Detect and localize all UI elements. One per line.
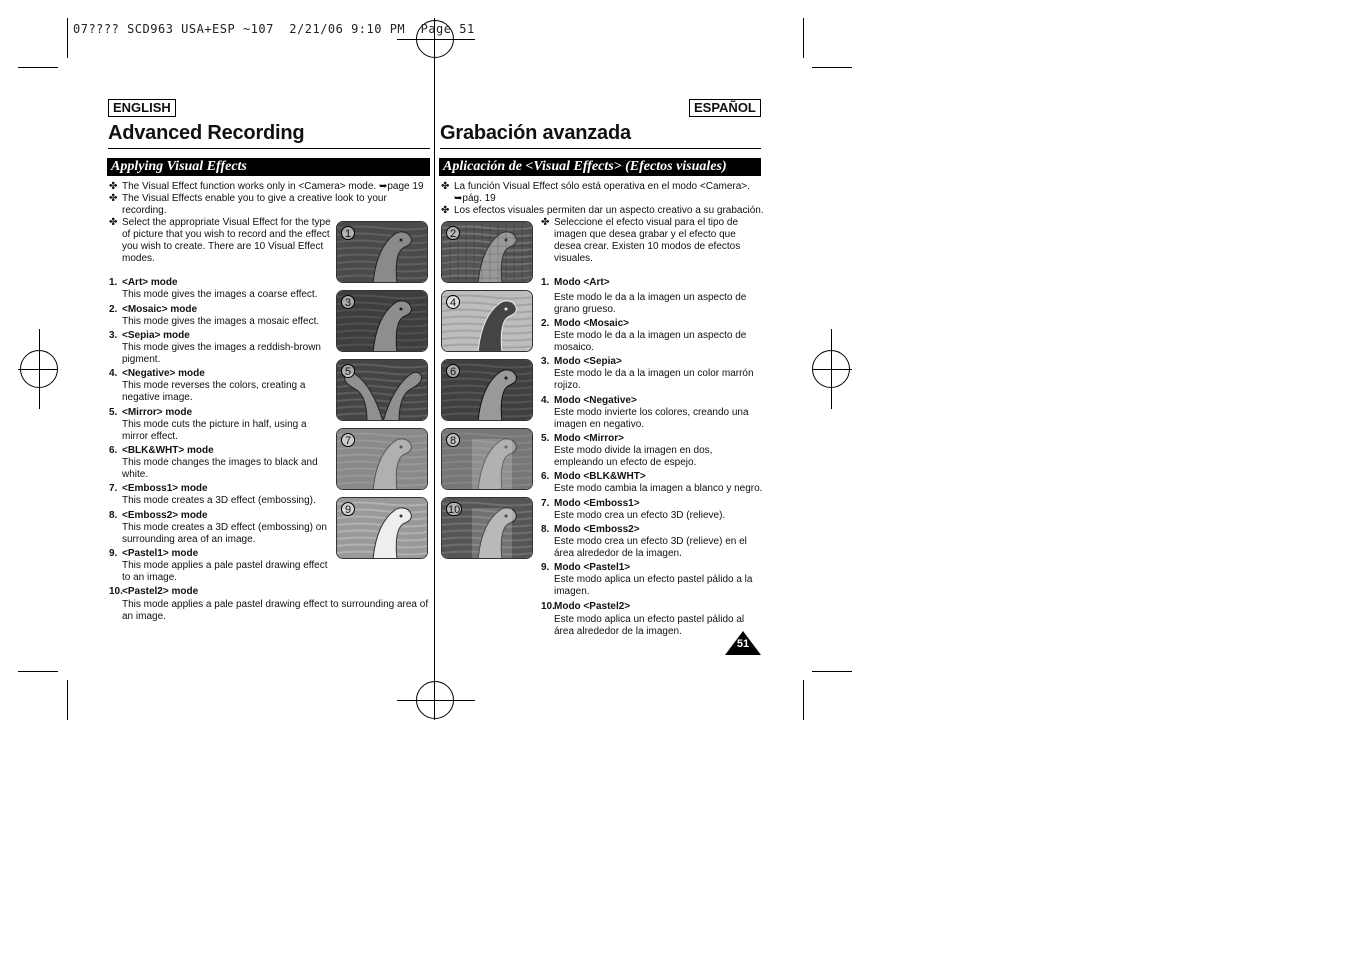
mode-number: 5. (109, 407, 118, 418)
mode-title: <Sepia> mode (122, 330, 190, 341)
mode-description-line: Este modo le da a la imagen un aspecto de (554, 292, 747, 303)
crop-mark (812, 671, 852, 672)
bullet-line: Los efectos visuales permiten dar un aspecto creativo a su grabación. (454, 205, 764, 216)
mode-description-line: This mode applies a pale pastel drawing effect (122, 560, 328, 571)
mode-title: <Emboss1> mode (122, 483, 208, 494)
title-rule (108, 148, 430, 149)
mode-description (122, 599, 428, 623)
mode-description (554, 614, 744, 638)
section-bar-english: Applying Visual Effects (107, 158, 430, 176)
mode-number: 8. (109, 510, 118, 521)
thumbnail-number: 3 (341, 295, 355, 309)
mode-description-line: mosaico. (554, 342, 595, 353)
mode-number: 7. (109, 483, 118, 494)
registration-mark-left (18, 369, 58, 370)
mode-description-line: imagen en negativo. (554, 419, 645, 430)
effect-thumbnail (441, 497, 533, 559)
bullet-line: Select the appropriate Visual Effect for the type (122, 217, 331, 228)
mode-description-line: This mode changes the images to black and (122, 457, 318, 468)
thumbnail-number: 10 (448, 504, 461, 516)
mode-number: 4. (109, 368, 118, 379)
mode-description (554, 445, 712, 469)
bullet-line: Seleccione el efecto visual para el tipo de (554, 217, 739, 228)
bullet-mark: ✤ (109, 217, 118, 228)
effect-thumbnail (441, 359, 533, 421)
mode-number: 1. (541, 277, 550, 288)
mode-description-line: surrounding area of an image. (122, 534, 256, 545)
mode-description-line: This mode creates a 3D effect (embossing) on (122, 522, 327, 533)
mode-title: <Mosaic> mode (122, 304, 198, 315)
mode-number: 10. (109, 586, 123, 597)
mode-description (122, 419, 307, 443)
mode-number: 1. (109, 277, 118, 288)
crop-mark (18, 67, 58, 68)
mode-title: Modo <BLK&WHT> (554, 471, 646, 482)
mode-description-line: Este modo aplica un efecto pastel pálido a la (554, 574, 753, 585)
mode-title: Modo <Negative> (554, 395, 637, 406)
effect-thumbnail (336, 497, 428, 559)
effect-thumbnail (336, 290, 428, 352)
mode-title: <BLK&WHT> mode (122, 445, 214, 456)
mode-title: Modo <Pastel1> (554, 562, 631, 573)
mode-number: 9. (109, 548, 118, 559)
bullet-line: ➥pág. 19 (454, 193, 496, 204)
thumbnail-number: 6 (446, 364, 460, 378)
page-title-espanol: Grabación avanzada (440, 122, 631, 144)
mode-number: 6. (109, 445, 118, 456)
effect-thumbnail (441, 428, 533, 490)
mode-description-line: área alrededor de la imagen. (554, 626, 682, 637)
mode-number: 3. (109, 330, 118, 341)
bullet-line: The Visual Effects enable you to give a creative look to your (122, 193, 387, 204)
mode-description-line: This mode gives the images a reddish-brown (122, 342, 321, 353)
mode-description-line: área alrededor de la imagen. (554, 548, 682, 559)
mode-number: 6. (541, 471, 550, 482)
bullet-text (454, 181, 750, 205)
mode-description-line: Este modo le da a la imagen un color marrón (554, 368, 754, 379)
mode-description (554, 368, 754, 392)
crop-mark (812, 67, 852, 68)
title-rule (440, 148, 761, 149)
mode-title: <Mirror> mode (122, 407, 193, 418)
thumbnail-number: 2 (446, 226, 460, 240)
mode-description (122, 560, 328, 584)
mode-description (122, 380, 305, 404)
bullet-text (122, 217, 331, 265)
mode-number: 2. (541, 318, 550, 329)
bullet-mark: ✤ (541, 217, 550, 228)
section-bar-espanol: Aplicación de <Visual Effects> (Efectos visuales) (439, 158, 761, 176)
mode-title: <Negative> mode (122, 368, 205, 379)
crop-mark (803, 18, 804, 58)
registration-mark-right (812, 369, 852, 370)
registration-mark-top (397, 39, 475, 40)
bullet-line: of picture that you wish to record and the effect (122, 229, 330, 240)
mode-title: Modo <Sepia> (554, 356, 622, 367)
mode-description (122, 289, 317, 301)
mode-description (122, 522, 327, 546)
mode-description-line: grano grueso. (554, 304, 616, 315)
mode-description-line: This mode cuts the picture in half, using a (122, 419, 307, 430)
bullet-line: visuales. (554, 253, 593, 264)
mode-description-line: Este modo crea un efecto 3D (relieve). (554, 510, 726, 521)
mode-number: 8. (541, 524, 550, 535)
bullet-text (122, 193, 387, 217)
mode-description-line: pigment. (122, 354, 161, 365)
mode-title: Modo <Emboss2> (554, 524, 640, 535)
bullet-mark: ✤ (109, 181, 118, 192)
mode-title: <Pastel2> mode (122, 586, 199, 597)
crop-mark (18, 671, 58, 672)
mode-description (554, 292, 746, 316)
mode-description-line: This mode gives the images a coarse effect. (122, 289, 318, 300)
bullet-line: recording. (122, 205, 167, 216)
mode-title: <Emboss2> mode (122, 510, 208, 521)
registration-mark-bottom (397, 700, 475, 701)
crop-mark (67, 680, 68, 720)
crop-mark (67, 18, 68, 58)
mode-title: <Art> mode (122, 277, 178, 288)
language-label-english: ENGLISH (108, 99, 176, 117)
effect-thumbnail (336, 221, 428, 283)
mode-description (554, 483, 762, 495)
bullet-mark: ✤ (441, 205, 450, 216)
mode-number: 3. (541, 356, 550, 367)
mode-number: 7. (541, 498, 550, 509)
mode-description-line: This mode gives the images a mosaic effect. (122, 316, 320, 327)
effect-thumbnail (336, 428, 428, 490)
mode-description (554, 510, 725, 522)
mode-description (122, 457, 318, 481)
mode-description-line: Este modo le da a la imagen un aspecto de (554, 330, 747, 341)
mode-description-line: negative image. (122, 392, 193, 403)
effect-thumbnail (441, 221, 533, 283)
mode-number: 2. (109, 304, 118, 315)
mode-number: 9. (541, 562, 550, 573)
mode-description (554, 330, 746, 354)
bullet-line: The Visual Effect function works only in <Camera> mode. ➥page 19 (122, 181, 424, 192)
mode-description (554, 536, 747, 560)
mode-title: Modo <Pastel2> (554, 601, 631, 612)
mode-description-line: Este modo crea un efecto 3D (relieve) en el (554, 536, 747, 547)
thumbnail-number: 4 (446, 295, 460, 309)
effect-thumbnail (336, 359, 428, 421)
mode-number: 10. (541, 601, 555, 612)
mode-number: 4. (541, 395, 550, 406)
mode-description-line: Este modo divide la imagen en dos, (554, 445, 713, 456)
mode-number: 5. (541, 433, 550, 444)
bullet-mark: ✤ (109, 193, 118, 204)
mode-description-line: mirror effect. (122, 431, 178, 442)
mode-description (122, 495, 316, 507)
mode-description-line: empleando un efecto de espejo. (554, 457, 697, 468)
mode-description (554, 574, 752, 598)
mode-title: Modo <Emboss1> (554, 498, 640, 509)
mode-title: <Pastel1> mode (122, 548, 199, 559)
bullet-line: La función Visual Effect sólo está operativa en el modo <Camera>. (454, 181, 750, 192)
page-title-english: Advanced Recording (108, 122, 305, 144)
mode-description-line: Este modo aplica un efecto pastel pálido al (554, 614, 745, 625)
thumbnail-number: 1 (341, 226, 355, 240)
bullet-text (122, 181, 424, 193)
mode-description-line: an image. (122, 611, 166, 622)
print-slug: 07???? SCD963 USA+ESP ~107 2/21/06 9:10 PM Page 51 (73, 22, 475, 36)
thumbnail-number: 9 (341, 502, 355, 516)
crop-mark (803, 680, 804, 720)
effect-thumbnail (441, 290, 533, 352)
bullet-text (454, 205, 764, 217)
thumbnail-number: 7 (341, 433, 355, 447)
bullet-line: imagen que desea grabar y el efecto que (554, 229, 736, 240)
mode-description-line: to an image. (122, 572, 178, 583)
mode-description-line: white. (122, 469, 149, 480)
bullet-mark: ✤ (441, 181, 450, 192)
mode-title: Modo <Mirror> (554, 433, 625, 444)
bullet-line: you wish to create. There are 10 Visual Effect (122, 241, 324, 252)
page-number: 51 (736, 638, 750, 650)
mode-description-line: Este modo invierte los colores, creando una (554, 407, 749, 418)
language-label-espanol: ESPAÑOL (689, 99, 761, 117)
fold-line (434, 18, 435, 720)
bullet-text (554, 217, 740, 265)
mode-description (122, 316, 319, 328)
mode-description (554, 407, 749, 431)
mode-title: Modo <Mosaic> (554, 318, 630, 329)
mode-title: Modo <Art> (554, 277, 610, 288)
thumbnail-number: 8 (446, 433, 460, 447)
mode-description-line: Este modo cambia la imagen a blanco y negro. (554, 483, 763, 494)
mode-description-line: This mode applies a pale pastel drawing effect to surrounding area of (122, 599, 429, 610)
bullet-line: modes. (122, 253, 155, 264)
mode-description (122, 342, 321, 366)
thumbnail-number: 5 (341, 364, 355, 378)
mode-description-line: rojizo. (554, 380, 581, 391)
bullet-line: desea crear. Existen 10 modos de efectos (554, 241, 741, 252)
mode-description-line: This mode creates a 3D effect (embossing). (122, 495, 316, 506)
mode-description-line: imagen. (554, 586, 590, 597)
mode-description-line: This mode reverses the colors, creating a (122, 380, 306, 391)
